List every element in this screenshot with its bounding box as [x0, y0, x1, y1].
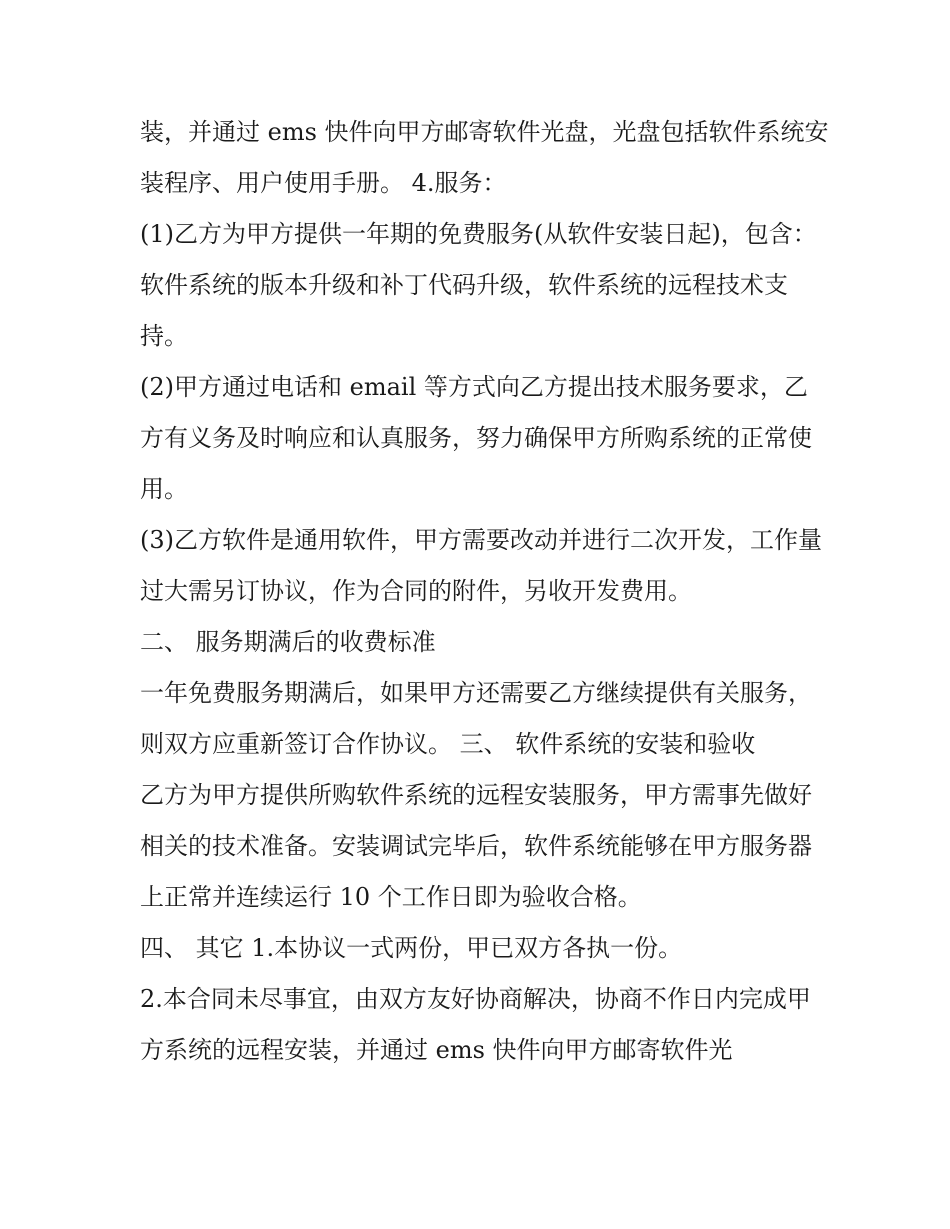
- section-heading-fees: 二、 服务期满后的收费标准: [140, 628, 436, 656]
- paragraph-service-2: (2)甲方通过电话和 email 等方式向乙方提出技术服务要求，乙方有义务及时响应和认真服务，努力确保甲方所购系统的正常使用。: [140, 373, 812, 503]
- paragraph-delivery: 装，并通过 ems 快件向甲方邮寄软件光盘，光盘包括软件系统安装程序、用户使用手册。 4.服务：: [140, 118, 829, 197]
- paragraph-fees: 一年免费服务期满后，如果甲方还需要乙方继续提供有关服务，则双方应重新签订合作协议。 三、 软件系统的安装和验收: [140, 679, 812, 758]
- section-heading-other: 四、 其它 1.本协议一式两份，甲已双方各执一份。: [140, 934, 683, 962]
- paragraph-installation: 乙方为甲方提供所购软件系统的远程安装服务，甲方需事先做好相关的技术准备。安装调试完毕后，软件系统能够在甲方服务器上正常并连续运行 10 个工作日即为验收合格。: [140, 781, 812, 911]
- paragraph-other-2: 2.本合同未尽事宜，由双方友好协商解决，协商不作日内完成甲方系统的远程安装，并通过 ems 快件向甲方邮寄软件光: [140, 985, 811, 1064]
- paragraph-service-3: (3)乙方软件是通用软件，甲方需要改动并进行二次开发，工作量过大需另订协议，作为合同的附件，另收开发费用。: [140, 526, 822, 605]
- paragraph-service-1: (1)乙方为甲方提供一年期的免费服务(从软件安装日起)，包含：软件系统的版本升级和补丁代码升级，软件系统的远程技术支持。: [140, 220, 817, 350]
- document-body: [140, 107, 830, 1076]
